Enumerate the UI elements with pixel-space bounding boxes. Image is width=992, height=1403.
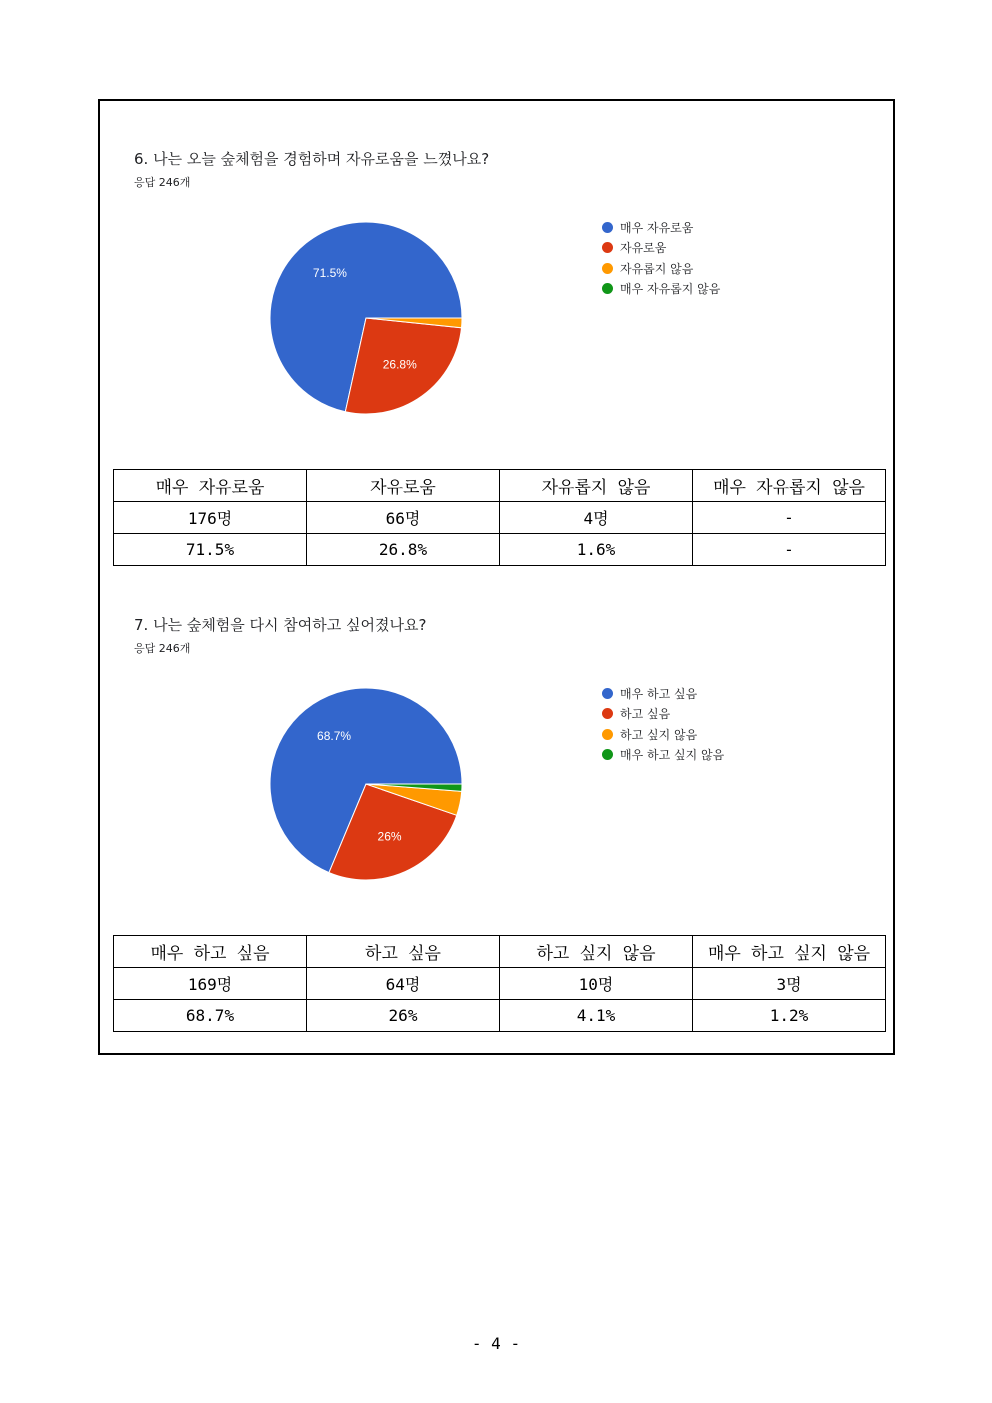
table-cell: 4.1% bbox=[500, 1000, 693, 1032]
table-cell: - bbox=[693, 534, 886, 566]
legend-swatch bbox=[602, 749, 613, 760]
table-header-cell: 자유롭지 않음 bbox=[500, 470, 693, 502]
table-header-cell: 매우 하고 싶음 bbox=[114, 936, 307, 968]
legend-label: 자유로움 bbox=[620, 241, 667, 256]
table-cell: 68.7% bbox=[114, 1000, 307, 1032]
table-cell: - bbox=[693, 502, 886, 534]
legend-item bbox=[602, 724, 724, 745]
table-cell: 64명 bbox=[307, 968, 500, 1000]
table-row-counts bbox=[114, 502, 886, 534]
table-cell: 26.8% bbox=[307, 534, 500, 566]
legend-swatch bbox=[602, 729, 613, 740]
legend-swatch bbox=[602, 242, 613, 253]
question-6-response-count: 응답 246개 bbox=[134, 176, 191, 189]
table-cell: 1.6% bbox=[500, 534, 693, 566]
question-6-table bbox=[113, 469, 886, 566]
table-row-percents bbox=[114, 1000, 886, 1032]
table-row-counts bbox=[114, 968, 886, 1000]
legend-swatch bbox=[602, 283, 613, 294]
legend-item bbox=[602, 238, 720, 259]
table-header-cell: 하고 싶지 않음 bbox=[500, 936, 693, 968]
question-7-title: 7. 나는 숲체험을 다시 참여하고 싶어졌나요? bbox=[134, 616, 427, 634]
table-cell: 176명 bbox=[114, 502, 307, 534]
legend-label: 하고 싶음 bbox=[620, 707, 671, 722]
table-cell: 71.5% bbox=[114, 534, 307, 566]
legend-item bbox=[602, 258, 720, 279]
table-cell: 169명 bbox=[114, 968, 307, 1000]
table-header-row bbox=[114, 936, 886, 968]
table-cell: 26% bbox=[307, 1000, 500, 1032]
legend-item bbox=[602, 217, 720, 238]
legend-swatch bbox=[602, 263, 613, 274]
table-header-row bbox=[114, 470, 886, 502]
table-header-cell: 하고 싶음 bbox=[307, 936, 500, 968]
page-number: - 4 - bbox=[471, 1334, 521, 1353]
question-6-title: 6. 나는 오늘 숲체험을 경험하며 자유로움을 느꼈나요? bbox=[134, 150, 490, 168]
table-header-cell: 매우 자유롭지 않음 bbox=[693, 470, 886, 502]
question-6-pie-chart bbox=[268, 220, 464, 416]
table-cell: 10명 bbox=[500, 968, 693, 1000]
question-7-legend bbox=[602, 683, 724, 765]
legend-swatch bbox=[602, 688, 613, 699]
legend-item bbox=[602, 745, 724, 766]
legend-swatch bbox=[602, 222, 613, 233]
table-header-cell: 매우 하고 싶지 않음 bbox=[693, 936, 886, 968]
legend-label: 하고 싶지 않음 bbox=[620, 727, 698, 742]
legend-item bbox=[602, 279, 720, 300]
question-6-legend bbox=[602, 217, 720, 299]
table-cell: 1.2% bbox=[693, 1000, 886, 1032]
table-row-percents bbox=[114, 534, 886, 566]
question-7-table bbox=[113, 935, 886, 1032]
legend-label: 자유롭지 않음 bbox=[620, 261, 694, 276]
legend-item bbox=[602, 704, 724, 725]
question-7-response-count: 응답 246개 bbox=[134, 642, 191, 655]
legend-label: 매우 자유로움 bbox=[620, 220, 694, 235]
legend-label: 매우 자유롭지 않음 bbox=[620, 282, 721, 297]
pie-slice-label: 71.5% bbox=[312, 266, 347, 281]
table-header-cell: 매우 자유로움 bbox=[114, 470, 307, 502]
pie-slice-label: 26.8% bbox=[382, 357, 417, 372]
pie-slice-label: 26% bbox=[377, 829, 402, 844]
legend-item bbox=[602, 683, 724, 704]
survey-frame bbox=[98, 99, 895, 1055]
table-cell: 3명 bbox=[693, 968, 886, 1000]
table-cell: 66명 bbox=[307, 502, 500, 534]
pie-slice-label: 68.7% bbox=[317, 729, 352, 744]
legend-label: 매우 하고 싶지 않음 bbox=[620, 748, 725, 763]
question-7-pie-chart bbox=[268, 686, 464, 882]
legend-label: 매우 하고 싶음 bbox=[620, 686, 698, 701]
legend-swatch bbox=[602, 708, 613, 719]
table-cell: 4명 bbox=[500, 502, 693, 534]
table-header-cell: 자유로움 bbox=[307, 470, 500, 502]
